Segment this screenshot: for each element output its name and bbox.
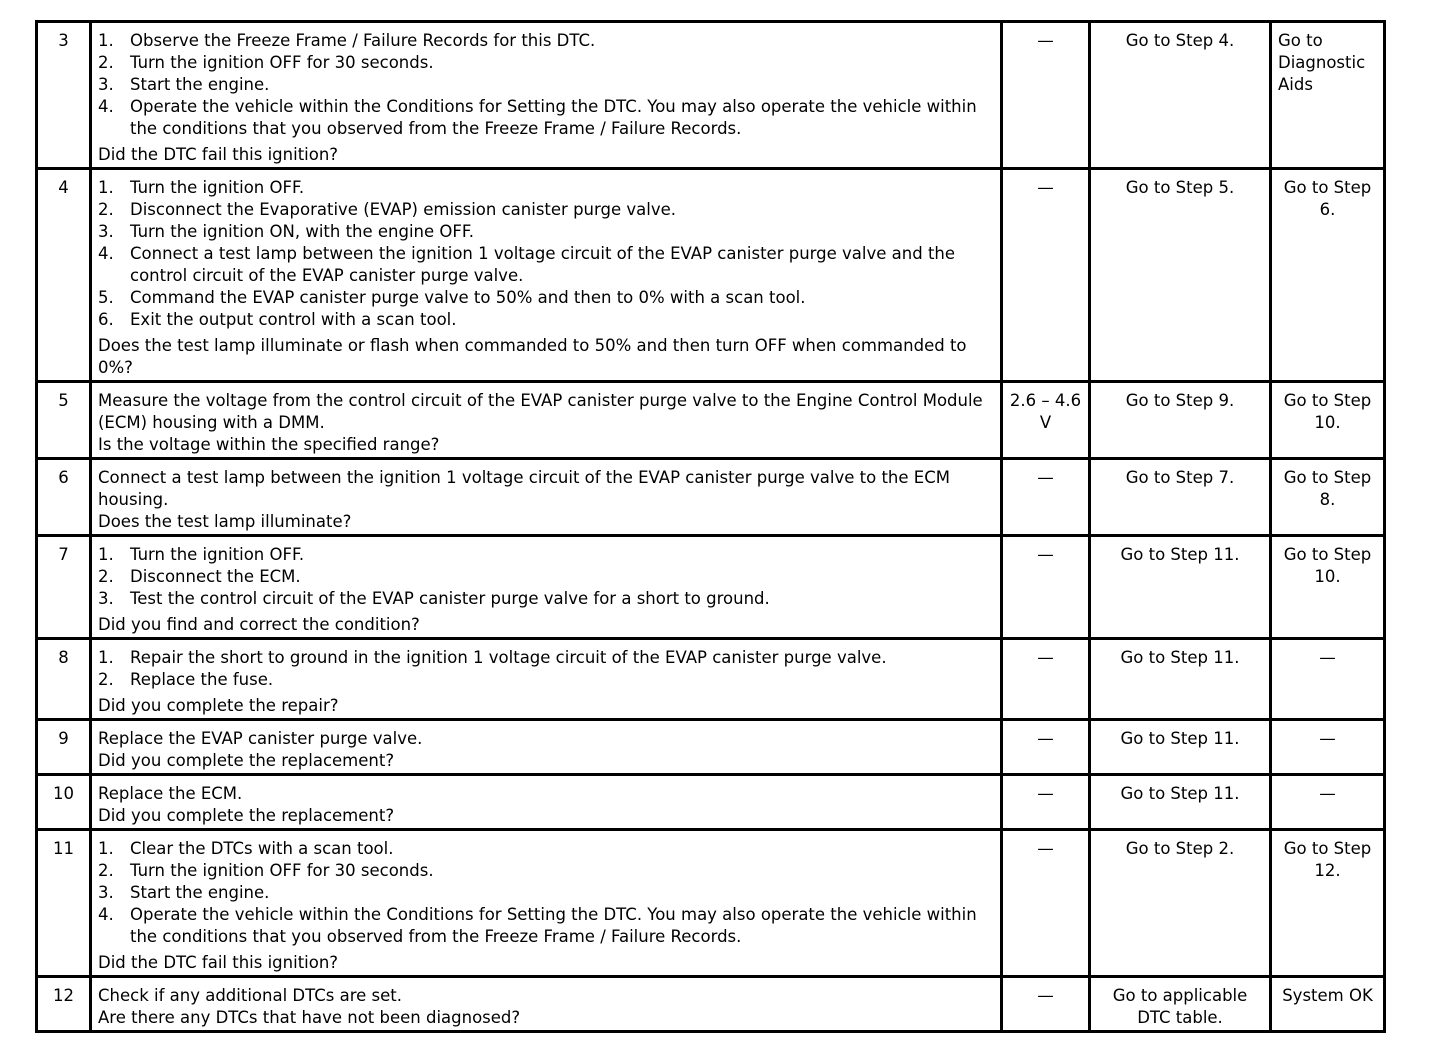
action-text: Measure the voltage from the control circuit of the EVAP canister purge valve to the Engine Control Module (ECM) housing with a DMM. xyxy=(98,391,983,432)
action-steps xyxy=(98,177,994,331)
action-cell xyxy=(91,830,1002,977)
action-question: Did the DTC fail this ignition? xyxy=(98,953,339,972)
action-question: Did you find and correct the condition? xyxy=(98,615,420,634)
action-step: 4. Connect a test lamp between the ignition 1 voltage circuit of the EVAP canister purge valve and the control circuit of the EVAP canister purge valve. xyxy=(98,244,956,285)
yes-cell: Go to Step 11. xyxy=(1090,536,1271,639)
action-question: Did you complete the replacement? xyxy=(98,806,395,825)
yes-cell: Go to Step 11. xyxy=(1090,775,1271,830)
action-step: 3. Turn the ignition ON, with the engine OFF. xyxy=(98,222,474,241)
yes-cell: Go to Step 2. xyxy=(1090,830,1271,977)
action-cell xyxy=(91,22,1002,169)
value-cell: — xyxy=(1002,639,1090,720)
value-cell: — xyxy=(1002,775,1090,830)
value-cell: — xyxy=(1002,977,1090,1032)
no-cell: System OK xyxy=(1271,977,1385,1032)
step-number: 7 xyxy=(37,536,91,639)
action-step: 3. Start the engine. xyxy=(98,883,270,902)
action-text: Check if any additional DTCs are set. xyxy=(98,986,402,1005)
action-step: 2. Turn the ignition OFF for 30 seconds. xyxy=(98,53,434,72)
diagnostic-table xyxy=(35,20,1386,1033)
action-steps xyxy=(98,647,994,691)
action-question: Does the test lamp illuminate? xyxy=(98,512,352,531)
action-step: 2. Disconnect the ECM. xyxy=(98,567,301,586)
action-step: 1. Observe the Freeze Frame / Failure Records for this DTC. xyxy=(98,31,596,50)
action-cell xyxy=(91,775,1002,830)
action-question: Did you complete the repair? xyxy=(98,696,339,715)
table-row xyxy=(37,22,1385,169)
action-cell xyxy=(91,536,1002,639)
action-step: 4. Operate the vehicle within the Conditions for Setting the DTC. You may also operate the vehicle within the conditions that you observed from the Freeze Frame / Failure Records. xyxy=(98,97,977,138)
action-step: 6. Exit the output control with a scan tool. xyxy=(98,310,457,329)
action-cell xyxy=(91,720,1002,775)
action-step: 2. Turn the ignition OFF for 30 seconds. xyxy=(98,861,434,880)
action-question: Did the DTC fail this ignition? xyxy=(98,145,339,164)
value-cell: — xyxy=(1002,169,1090,382)
action-text: Replace the ECM. xyxy=(98,784,243,803)
table-row xyxy=(37,639,1385,720)
value-cell: — xyxy=(1002,830,1090,977)
table-row xyxy=(37,830,1385,977)
table-row xyxy=(37,382,1385,459)
action-question: Is the voltage within the specified range? xyxy=(98,435,440,454)
action-step: 5. Command the EVAP canister purge valve to 50% and then to 0% with a scan tool. xyxy=(98,288,806,307)
step-number: 6 xyxy=(37,459,91,536)
no-cell: Go to Step 12. xyxy=(1271,830,1385,977)
action-step: 2. Replace the fuse. xyxy=(98,670,274,689)
value-cell: — xyxy=(1002,720,1090,775)
yes-cell: Go to Step 9. xyxy=(1090,382,1271,459)
no-cell: — xyxy=(1271,720,1385,775)
step-number: 4 xyxy=(37,169,91,382)
action-cell xyxy=(91,459,1002,536)
table-row xyxy=(37,536,1385,639)
action-cell xyxy=(91,382,1002,459)
action-step: 1. Turn the ignition OFF. xyxy=(98,545,305,564)
step-number: 3 xyxy=(37,22,91,169)
table-row xyxy=(37,169,1385,382)
yes-cell: Go to applicable DTC table. xyxy=(1090,977,1271,1032)
yes-cell: Go to Step 11. xyxy=(1090,720,1271,775)
no-cell: — xyxy=(1271,775,1385,830)
action-step: 3. Test the control circuit of the EVAP canister purge valve for a short to ground. xyxy=(98,589,770,608)
step-number: 8 xyxy=(37,639,91,720)
step-number: 10 xyxy=(37,775,91,830)
action-step: 1. Turn the ignition OFF. xyxy=(98,178,305,197)
action-steps xyxy=(98,30,994,140)
action-question: Did you complete the replacement? xyxy=(98,751,395,770)
no-cell: Go to Step 6. xyxy=(1271,169,1385,382)
table-row xyxy=(37,977,1385,1032)
value-cell: — xyxy=(1002,22,1090,169)
action-text: Connect a test lamp between the ignition 1 voltage circuit of the EVAP canister purge valve to the ECM housing. xyxy=(98,468,950,509)
step-number: 12 xyxy=(37,977,91,1032)
yes-cell: Go to Step 5. xyxy=(1090,169,1271,382)
step-number: 11 xyxy=(37,830,91,977)
action-step: 1. Clear the DTCs with a scan tool. xyxy=(98,839,394,858)
action-step: 4. Operate the vehicle within the Conditions for Setting the DTC. You may also operate the vehicle within the conditions that you observed from the Freeze Frame / Failure Records. xyxy=(98,905,977,946)
yes-cell: Go to Step 11. xyxy=(1090,639,1271,720)
yes-cell: Go to Step 7. xyxy=(1090,459,1271,536)
action-steps xyxy=(98,838,994,948)
no-cell: Go to Diagnostic Aids xyxy=(1271,22,1385,169)
action-cell xyxy=(91,639,1002,720)
yes-cell: Go to Step 4. xyxy=(1090,22,1271,169)
table-row xyxy=(37,459,1385,536)
no-cell: — xyxy=(1271,639,1385,720)
action-question: Are there any DTCs that have not been diagnosed? xyxy=(98,1008,521,1027)
table-row xyxy=(37,775,1385,830)
action-step: 3. Start the engine. xyxy=(98,75,270,94)
action-step: 1. Repair the short to ground in the ignition 1 voltage circuit of the EVAP canister purge valve. xyxy=(98,648,887,667)
action-cell xyxy=(91,977,1002,1032)
no-cell: Go to Step 10. xyxy=(1271,382,1385,459)
no-cell: Go to Step 8. xyxy=(1271,459,1385,536)
value-cell: 2.6 – 4.6 V xyxy=(1002,382,1090,459)
action-steps xyxy=(98,544,994,610)
action-text: Replace the EVAP canister purge valve. xyxy=(98,729,423,748)
action-step: 2. Disconnect the Evaporative (EVAP) emission canister purge valve. xyxy=(98,200,676,219)
action-cell xyxy=(91,169,1002,382)
value-cell: — xyxy=(1002,459,1090,536)
value-cell: — xyxy=(1002,536,1090,639)
action-question: Does the test lamp illuminate or flash when commanded to 50% and then turn OFF when commanded to 0%? xyxy=(98,336,967,377)
step-number: 5 xyxy=(37,382,91,459)
table-row xyxy=(37,720,1385,775)
step-number: 9 xyxy=(37,720,91,775)
no-cell: Go to Step 10. xyxy=(1271,536,1385,639)
